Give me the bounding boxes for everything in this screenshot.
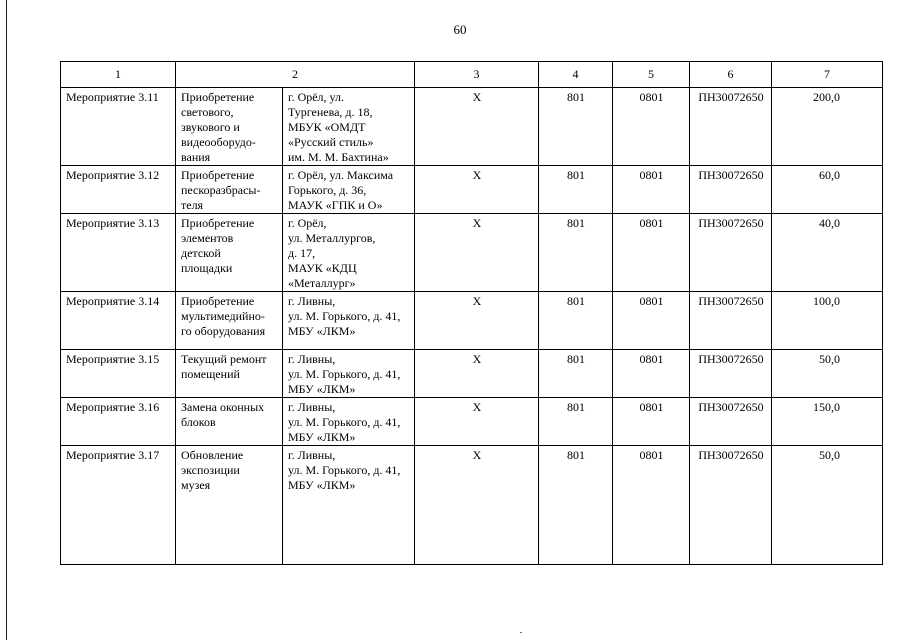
measure-address: г. Ливны, ул. М. Горького, д. 41, МБУ «ЛКМ»: [283, 292, 415, 350]
measure-address: г. Орёл, ул. Максима Горького, д. 36, МАУК «ГПК и О»: [283, 166, 415, 214]
page-number: 60: [453, 22, 467, 37]
col3-value: Х: [415, 350, 539, 398]
column-number: 1: [61, 62, 176, 88]
col4-value: 801: [539, 292, 613, 350]
column-number-row: [61, 62, 883, 88]
col6-value: ПН30072650: [690, 350, 772, 398]
col3-value: Х: [415, 292, 539, 350]
measure-name: Мероприятие 3.12: [61, 166, 176, 214]
measure-description: Приобретение светового, звукового и видеооборудо- вания: [176, 88, 283, 166]
col3-value: Х: [415, 446, 539, 565]
table-row: [61, 214, 883, 292]
col3-value: Х: [415, 214, 539, 292]
table-row: [61, 166, 883, 214]
measure-name: Мероприятие 3.15: [61, 350, 176, 398]
measure-name: Мероприятие 3.17: [61, 446, 176, 565]
col5-value: 0801: [613, 350, 690, 398]
col5-value: 0801: [613, 214, 690, 292]
col5-value: 0801: [613, 292, 690, 350]
col4-value: 801: [539, 398, 613, 446]
measure-description: Приобретение пескоразбрасы- теля: [176, 166, 283, 214]
table-row: [61, 88, 883, 166]
budget-table: [60, 61, 883, 565]
measure-address: г. Ливны, ул. М. Горького, д. 41, МБУ «ЛКМ»: [283, 446, 415, 565]
measure-name: Мероприятие 3.11: [61, 88, 176, 166]
col5-value: 0801: [613, 166, 690, 214]
measure-name: Мероприятие 3.13: [61, 214, 176, 292]
col6-value: ПН30072650: [690, 398, 772, 446]
measure-name: Мероприятие 3.14: [61, 292, 176, 350]
col3-value: Х: [415, 398, 539, 446]
measure-address: г. Орёл, ул. Металлургов, д. 17, МАУК «КДЦ «Металлург»: [283, 214, 415, 292]
measure-name: Мероприятие 3.16: [61, 398, 176, 446]
table-row: [61, 446, 883, 565]
col4-value: 801: [539, 446, 613, 565]
col7-value: 50,0: [772, 350, 883, 398]
col6-value: ПН30072650: [690, 446, 772, 565]
measure-description: Приобретение мультимедийно- го оборудования: [176, 292, 283, 350]
col5-value: 0801: [613, 88, 690, 166]
col6-value: ПН30072650: [690, 214, 772, 292]
column-number: 5: [613, 62, 690, 88]
measure-address: г. Ливны, ул. М. Горького, д. 41, МБУ «ЛКМ»: [283, 398, 415, 446]
col4-value: 801: [539, 88, 613, 166]
measure-address: г. Ливны, ул. М. Горького, д. 41, МБУ «ЛКМ»: [283, 350, 415, 398]
column-number: 2: [176, 62, 415, 88]
table-row: [61, 398, 883, 446]
col7-value: 60,0: [772, 166, 883, 214]
page-left-border: [6, 0, 7, 640]
column-number: 7: [772, 62, 883, 88]
col5-value: 0801: [613, 446, 690, 565]
col7-value: 50,0: [772, 446, 883, 565]
table-row: [61, 350, 883, 398]
col7-value: 200,0: [772, 88, 883, 166]
measure-description: Текущий ремонт помещений: [176, 350, 283, 398]
col6-value: ПН30072650: [690, 292, 772, 350]
measure-description: Замена оконных блоков: [176, 398, 283, 446]
column-number: 4: [539, 62, 613, 88]
table-row: [61, 292, 883, 350]
col4-value: 801: [539, 350, 613, 398]
col3-value: Х: [415, 166, 539, 214]
column-number: 3: [415, 62, 539, 88]
col3-value: Х: [415, 88, 539, 166]
column-number: 6: [690, 62, 772, 88]
col6-value: ПН30072650: [690, 166, 772, 214]
measure-address: г. Орёл, ул. Тургенева, д. 18, МБУК «ОМДТ «Русский стиль» им. М. М. Бахтина»: [283, 88, 415, 166]
col7-value: 150,0: [772, 398, 883, 446]
scan-speck: [520, 632, 522, 633]
measure-description: Приобретение элементов детской площадки: [176, 214, 283, 292]
col5-value: 0801: [613, 398, 690, 446]
col7-value: 100,0: [772, 292, 883, 350]
col6-value: ПН30072650: [690, 88, 772, 166]
col7-value: 40,0: [772, 214, 883, 292]
measure-description: Обновление экспозиции музея: [176, 446, 283, 565]
col4-value: 801: [539, 214, 613, 292]
col4-value: 801: [539, 166, 613, 214]
